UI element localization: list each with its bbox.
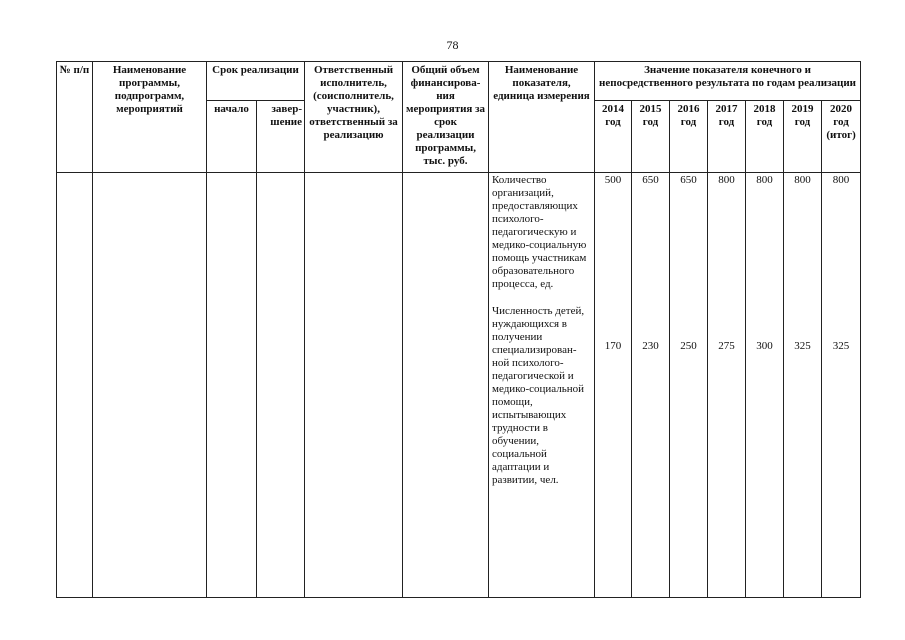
header-term-end-label: завер-шение <box>270 103 303 128</box>
indicator-value: 500 <box>604 174 622 186</box>
header-year-2014 <box>595 101 632 173</box>
indicator-name: Количество организаций, предоставляющих психолого-педагогическую и медико-социальную помощь участникам образовательного процесса, ед. <box>492 174 587 290</box>
indicator-value: 650 <box>680 174 697 186</box>
year-label: 2019 <box>791 103 814 115</box>
indicator-value: 800 <box>794 174 811 186</box>
cell-value-2015 <box>632 173 670 598</box>
cell-term-end <box>257 173 305 598</box>
cell-term-start <box>207 173 257 598</box>
header-year-2015 <box>632 101 670 173</box>
indicator-value: 650 <box>642 174 659 186</box>
indicator-name: Численность детей, нуждающихся в получении специализирован-ной психолого-педагогической и медико-социальной помощи, испытывающих трудности в обучении, социальной адаптации и развитии, чел. <box>492 305 585 486</box>
indicator-value: 325 <box>794 340 811 352</box>
cell-value-2016 <box>670 173 708 598</box>
indicator-value: 275 <box>718 340 735 352</box>
cell-value-2018 <box>746 173 784 598</box>
header-term-start-label: начало <box>214 103 249 115</box>
year-unit: год (итог) <box>826 116 856 141</box>
year-label: 2014 <box>602 103 625 115</box>
indicator-value: 325 <box>832 340 850 352</box>
year-unit: год <box>642 116 659 128</box>
indicators-table <box>56 61 861 598</box>
header-values-group-label: Значение показателя конечного и непосредственного результата по годам реализации <box>599 64 857 89</box>
header-num <box>57 62 93 173</box>
table-row <box>57 173 861 598</box>
header-term-start <box>207 101 257 173</box>
cell-indicator <box>489 173 595 598</box>
indicator-value: 800 <box>756 174 773 186</box>
cell-value-2014 <box>595 173 632 598</box>
indicator-value: 800 <box>832 174 850 186</box>
year-unit: год <box>756 116 773 128</box>
header-year-2018 <box>746 101 784 173</box>
header-year-2020 <box>822 101 861 173</box>
cell-executor <box>305 173 403 598</box>
year-label: 2020 <box>830 103 853 115</box>
header-indicator <box>489 62 595 173</box>
year-label: 2016 <box>677 103 700 115</box>
header-term <box>207 62 305 101</box>
indicator-value: 230 <box>642 340 659 352</box>
cell-name <box>93 173 207 598</box>
header-values-group <box>595 62 861 101</box>
header-term-end <box>257 101 305 173</box>
year-unit: год <box>605 116 621 128</box>
header-financing-label: Общий объем финансирова-ния мероприятия за срок реализации программы, тыс. руб. <box>405 64 486 167</box>
header-executor <box>305 62 403 173</box>
page-number: 78 <box>446 38 459 52</box>
cell-financing <box>403 173 489 598</box>
year-unit: год <box>718 116 735 128</box>
cell-value-2017 <box>708 173 746 598</box>
cell-num <box>57 173 93 598</box>
year-label: 2015 <box>639 103 662 115</box>
header-num-label: № п/п <box>59 64 90 76</box>
year-unit: год <box>680 116 697 128</box>
header-executor-label: Ответственный исполнитель, (соисполнитель, участник), ответственный за реализацию <box>309 64 398 141</box>
header-financing <box>403 62 489 173</box>
cell-value-2019 <box>784 173 822 598</box>
header-year-2019 <box>784 101 822 173</box>
year-unit: год <box>794 116 811 128</box>
header-indicator-label: Наименование показателя, единица измерения <box>493 64 590 102</box>
header-year-2017 <box>708 101 746 173</box>
indicator-value: 250 <box>680 340 697 352</box>
header-name-label: Наименование программы, подпрограмм, мероприятий <box>112 64 187 115</box>
indicator-value: 800 <box>718 174 735 186</box>
header-year-2016 <box>670 101 708 173</box>
header-term-label: Срок реализации <box>212 64 299 76</box>
indicator-value: 170 <box>604 340 622 352</box>
year-label: 2018 <box>753 103 776 115</box>
header-name <box>93 62 207 173</box>
indicator-value: 300 <box>756 340 773 352</box>
cell-value-2020 <box>822 173 861 598</box>
year-label: 2017 <box>715 103 738 115</box>
